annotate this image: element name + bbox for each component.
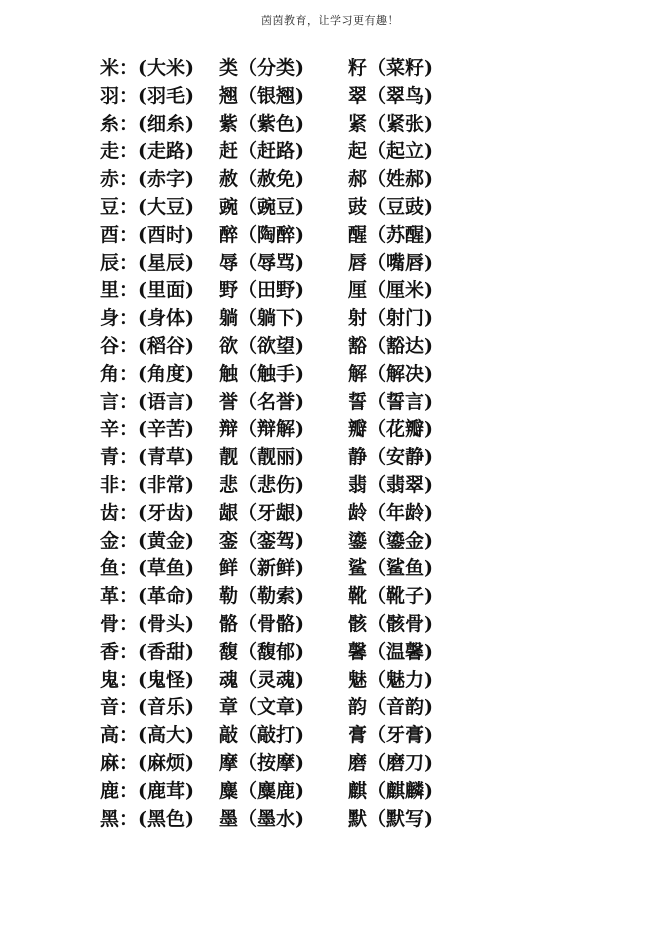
list-item <box>100 472 480 500</box>
word-entry: 射（射门) <box>348 307 433 330</box>
radical-entry: 鬼：(鬼怪) <box>100 668 194 691</box>
list-item <box>100 611 480 639</box>
word-entry: 誉（名誉) <box>219 390 304 413</box>
list-item <box>100 694 480 722</box>
word-entry: 勒（勒索) <box>219 585 304 608</box>
word-entry: 紧（紧张) <box>348 112 433 135</box>
word-entry: 韵（音韵) <box>348 696 433 719</box>
word-entry: 骼（骨骼) <box>219 612 304 635</box>
word-entry: 籽（菜籽) <box>348 57 433 79</box>
radical-entry: 青：(青草) <box>100 446 194 469</box>
radical-entry: 高：(高大) <box>100 724 194 747</box>
word-entry: 触（触手) <box>219 362 304 385</box>
radical-entry: 齿：(牙齿) <box>100 501 194 524</box>
word-entry: 鲨（鲨鱼) <box>348 557 433 580</box>
word-entry: 豉（豆豉) <box>348 195 433 218</box>
word-entry: 翠（翠鸟) <box>348 84 433 107</box>
list-item <box>100 722 480 750</box>
word-entry: 类（分类) <box>219 57 304 79</box>
word-entry: 魂（灵魂) <box>219 668 304 691</box>
radical-entry: 鹿：(鹿茸) <box>100 779 194 802</box>
page-header: 茵茵教育，让学习更有趣！ <box>261 14 399 27</box>
word-entry: 銮（銮驾) <box>219 529 304 552</box>
word-entry: 静（安静) <box>348 446 433 469</box>
word-entry: 膏（牙膏) <box>348 724 433 747</box>
word-entry: 悲（悲伤) <box>219 473 304 496</box>
radical-entry: 酉：(酉时) <box>100 223 194 246</box>
word-entry: 翘（银翘) <box>219 84 304 107</box>
word-entry: 鲜（新鲜) <box>219 557 304 580</box>
radical-entry: 鱼：(草鱼) <box>100 557 194 580</box>
word-entry: 靴（靴子) <box>348 585 433 608</box>
radical-entry: 非：(非常) <box>100 473 194 496</box>
word-entry: 誓（誓言) <box>348 390 433 413</box>
list-item <box>100 83 480 111</box>
word-entry: 醉（陶醉) <box>219 223 304 246</box>
list-item <box>100 305 480 333</box>
list-item <box>100 55 480 83</box>
radical-entry: 里：(里面) <box>100 279 194 302</box>
word-entry: 厘（厘米) <box>348 279 433 302</box>
radical-entry: 骨：(骨头) <box>100 612 194 635</box>
word-entry: 鎏（鎏金) <box>348 529 433 552</box>
word-entry: 瓣（花瓣) <box>348 418 433 441</box>
radical-entry: 豆：(大豆) <box>100 195 194 218</box>
list-item <box>100 528 480 556</box>
list-item <box>100 389 480 417</box>
word-entry: 醒（苏醒) <box>348 223 433 246</box>
word-entry: 郝（姓郝) <box>348 168 433 191</box>
list-item <box>100 194 480 222</box>
list-item <box>100 166 480 194</box>
list-item <box>100 277 480 305</box>
word-entry: 磨（磨刀) <box>348 751 433 774</box>
word-entry: 翡（翡翠) <box>348 473 433 496</box>
word-entry: 摩（按摩) <box>219 751 304 774</box>
radical-entry: 身：(身体) <box>100 307 194 330</box>
word-entry: 紫（紫色) <box>219 112 304 135</box>
word-entry: 骸（骸骨) <box>348 612 433 635</box>
word-entry: 靓（靓丽) <box>219 446 304 469</box>
radical-entry: 金：(黄金) <box>100 529 194 552</box>
word-entry: 墨（墨水) <box>219 807 304 830</box>
list-item <box>100 583 480 611</box>
word-entry: 躺（躺下) <box>219 307 304 330</box>
list-item <box>100 750 480 778</box>
list-item <box>100 555 480 583</box>
word-entry: 麋（麋鹿) <box>219 779 304 802</box>
radical-entry: 麻：(麻烦) <box>100 751 194 774</box>
radical-entry: 黑：(黑色) <box>100 807 194 830</box>
radical-entry: 赤：(赤字) <box>100 168 194 191</box>
radical-entry: 音：(音乐) <box>100 696 194 719</box>
list-item <box>100 333 480 361</box>
word-entry: 解（解决) <box>348 362 433 385</box>
word-entry: 魅（魅力) <box>348 668 433 691</box>
word-entry: 辩（辩解) <box>219 418 304 441</box>
list-item <box>100 361 480 389</box>
radical-entry: 羽：(羽毛) <box>100 84 194 107</box>
word-entry: 默（默写) <box>348 807 433 830</box>
list-item <box>100 138 480 166</box>
list-item <box>100 250 480 278</box>
word-entry: 馨（温馨) <box>348 640 433 663</box>
radical-entry: 辰：(星辰) <box>100 251 194 274</box>
list-item <box>100 639 480 667</box>
word-list <box>100 55 480 833</box>
list-item <box>100 806 480 834</box>
word-entry: 麒（麒麟) <box>348 779 433 802</box>
word-entry: 龈（牙龈) <box>219 501 304 524</box>
radical-entry: 角：(角度) <box>100 362 194 385</box>
word-entry: 龄（年龄) <box>348 501 433 524</box>
radical-entry: 香：(香甜) <box>100 640 194 663</box>
radical-entry: 米：(大米) <box>100 57 194 79</box>
list-item <box>100 416 480 444</box>
word-entry: 辱（辱骂) <box>219 251 304 274</box>
list-item <box>100 667 480 695</box>
word-entry: 赦（赦免) <box>219 168 304 191</box>
word-entry: 起（起立) <box>348 140 433 163</box>
radical-entry: 革：(革命) <box>100 585 194 608</box>
list-item <box>100 500 480 528</box>
word-entry: 章（文章) <box>219 696 304 719</box>
radical-entry: 言：(语言) <box>100 390 194 413</box>
radical-entry: 走：(走路) <box>100 140 194 163</box>
radical-entry: 糸：(细糸) <box>100 112 194 135</box>
word-entry: 赶（赶路) <box>219 140 304 163</box>
list-item <box>100 778 480 806</box>
word-entry: 敲（敲打) <box>219 724 304 747</box>
radical-entry: 辛：(辛苦) <box>100 418 194 441</box>
word-entry: 欲（欲望) <box>219 334 304 357</box>
word-entry: 豁（豁达) <box>348 334 433 357</box>
word-entry: 唇（嘴唇) <box>348 251 433 274</box>
radical-entry: 谷：(稻谷) <box>100 334 194 357</box>
list-item <box>100 444 480 472</box>
word-entry: 野（田野) <box>219 279 304 302</box>
list-item <box>100 111 480 139</box>
list-item <box>100 222 480 250</box>
word-entry: 豌（豌豆) <box>219 195 304 218</box>
word-entry: 馥（馥郁) <box>219 640 304 663</box>
